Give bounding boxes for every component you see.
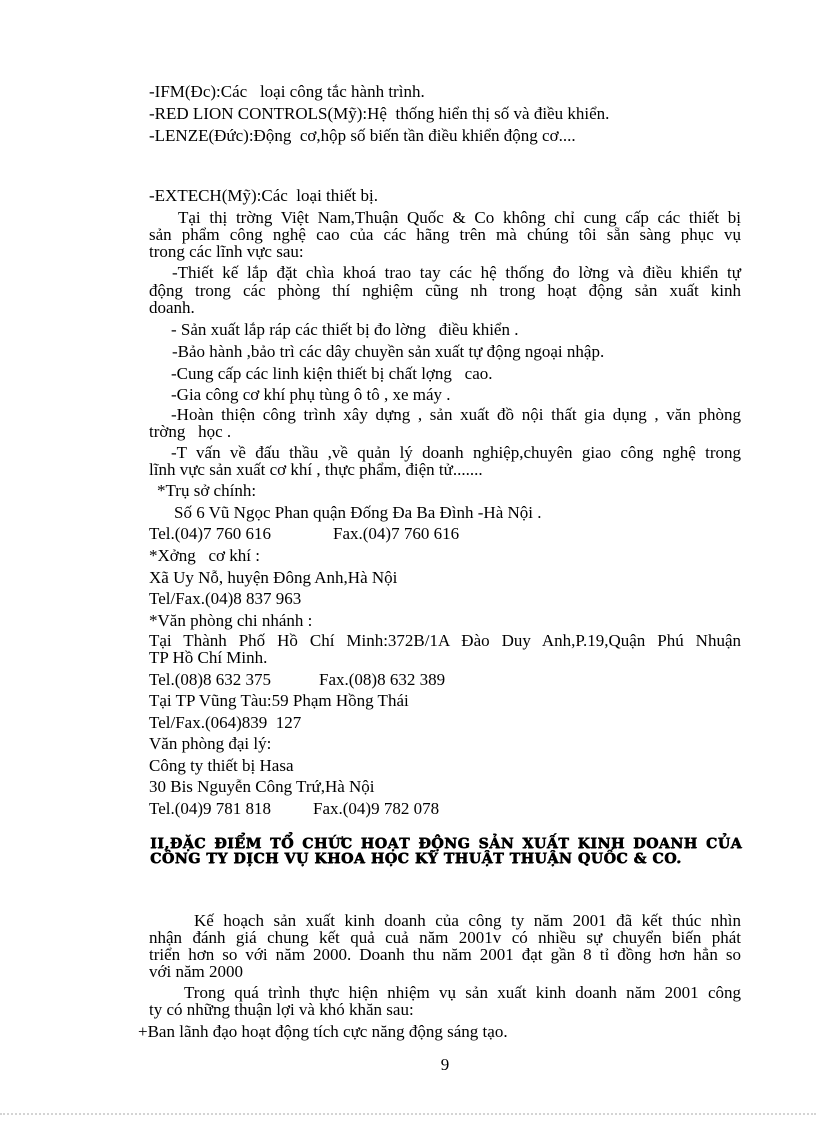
partner-line: -IFM(Đc):Các loại công tắc hành trình.	[149, 82, 425, 101]
intro-line: trong các lĩnh vực sau:	[149, 242, 304, 261]
hq-fax: Fax.(04)7 760 616	[333, 524, 460, 543]
body-line: nhận đánh giá chung kết quả cuả năm 2001v có nhiều sự chuyển biến phát	[149, 928, 741, 947]
agent-fax: Fax.(04)9 782 078	[313, 799, 440, 818]
workshop-telfax: Tel/Fax.(04)8 837 963	[149, 589, 302, 608]
section-heading: II,ĐẶC ĐIỂM TỔ CHỨC HOẠT ĐỘNG SẢN XUẤT KINH DOANH CỦA	[150, 836, 742, 852]
service-line: -Cung cấp các linh kiện thiết bị chất lợng cao.	[171, 364, 493, 383]
hq-tel: Tel.(04)7 760 616	[149, 524, 272, 543]
branch-hcm-address: Tại Thành Phố Hồ Chí Minh:372B/1A Đào Duy Anh,P.19,Quận Phú Nhuận	[149, 631, 741, 650]
branch-label: *Văn phòng chi nhánh :	[149, 611, 313, 630]
body-line: +Ban lãnh đạo hoạt động tích cực năng động sáng tạo.	[138, 1022, 508, 1041]
service-line: -Thiết kế lắp đặt chìa khoá trao tay các hệ thống đo lờng và điều khiển tự	[172, 263, 741, 282]
body-line: Kế hoạch sản xuất kinh doanh của công ty năm 2001 đã kết thúc nhìn	[194, 911, 741, 930]
body-line: ty có những thuận lợi và khó khăn sau:	[149, 1000, 414, 1019]
branch-hcm-tel: Tel.(08)8 632 375	[149, 670, 272, 689]
footer-rule	[0, 1113, 816, 1115]
workshop-label: *Xởng cơ khí :	[149, 546, 260, 565]
service-line: -T vấn về đấu thầu ,về quản lý doanh nghiệp,chuyên giao công nghệ trong	[171, 443, 741, 462]
partner-line: -LENZE(Đức):Động cơ,hộp số biến tần điều khiển động cơ....	[149, 126, 576, 145]
agent-address: 30 Bis Nguyễn Công Trứ,Hà Nội	[149, 777, 375, 796]
hq-label: *Trụ sở chính:	[157, 481, 257, 500]
page-number: 9	[440, 1055, 450, 1074]
body-line: triển hơn so với năm 2000. Doanh thu năm 2001 đạt gần 8 tỉ đồng hơn hẳn so	[149, 945, 741, 964]
branch-vt-telfax: Tel/Fax.(064)839 127	[149, 713, 302, 732]
workshop-address: Xã Uy Nỗ, huyện Đông Anh,Hà Nội	[149, 568, 398, 587]
service-line: -Bảo hành ,bảo trì các dây chuyền sản xuất tự động ngoại nhập.	[172, 342, 605, 361]
body-line: Trong quá trình thực hiện nhiệm vụ sản xuất kinh doanh năm 2001 công	[184, 983, 741, 1002]
service-line: lĩnh vực sản xuất cơ khí , thực phẩm, điện tử.......	[149, 460, 483, 479]
hq-address: Số 6 Vũ Ngọc Phan quận Đống Đa Ba Đình -Hà Nội .	[174, 503, 542, 522]
agent-label: Văn phòng đại lý:	[149, 734, 272, 753]
service-line: - Sản xuất lắp ráp các thiết bị đo lờng điều khiển .	[171, 320, 519, 339]
service-line: động trong các phòng thí nghiệm cũng nh trong hoạt động sản xuất kinh	[149, 281, 741, 300]
partner-line: -RED LION CONTROLS(Mỹ):Hệ thống hiển thị số và điều khiển.	[149, 104, 610, 123]
section-heading: CÔNG TY DỊCH VỤ KHOA HỌC KỸ THUẬT THUẬN QUỐC & CO.	[150, 851, 682, 867]
intro-line: Tại thị trờng Việt Nam,Thuận Quốc & Co không chỉ cung cấp các thiết bị	[178, 208, 741, 227]
service-line: trờng học .	[149, 422, 232, 441]
agent-tel: Tel.(04)9 781 818	[149, 799, 272, 818]
intro-line: sản phẩm công nghệ cao của các hãng trên mà chúng tôi sẵn sàng phục vụ	[149, 225, 741, 244]
branch-hcm-fax: Fax.(08)8 632 389	[319, 670, 446, 689]
body-line: với năm 2000	[149, 962, 243, 981]
partner-line: -EXTECH(Mỹ):Các loại thiết bị.	[149, 186, 378, 205]
service-line: doanh.	[149, 298, 195, 317]
service-line: -Hoàn thiện công trình xây dựng , sản xuất đồ nội thất gia dụng , văn phòng	[171, 405, 741, 424]
service-line: -Gia công cơ khí phụ tùng ô tô , xe máy .	[171, 385, 451, 404]
branch-hcm-address: TP Hồ Chí Minh.	[149, 648, 268, 667]
agent-name: Công ty thiết bị Hasa	[149, 756, 294, 775]
branch-vt-address: Tại TP Vũng Tàu:59 Phạm Hồng Thái	[149, 691, 409, 710]
